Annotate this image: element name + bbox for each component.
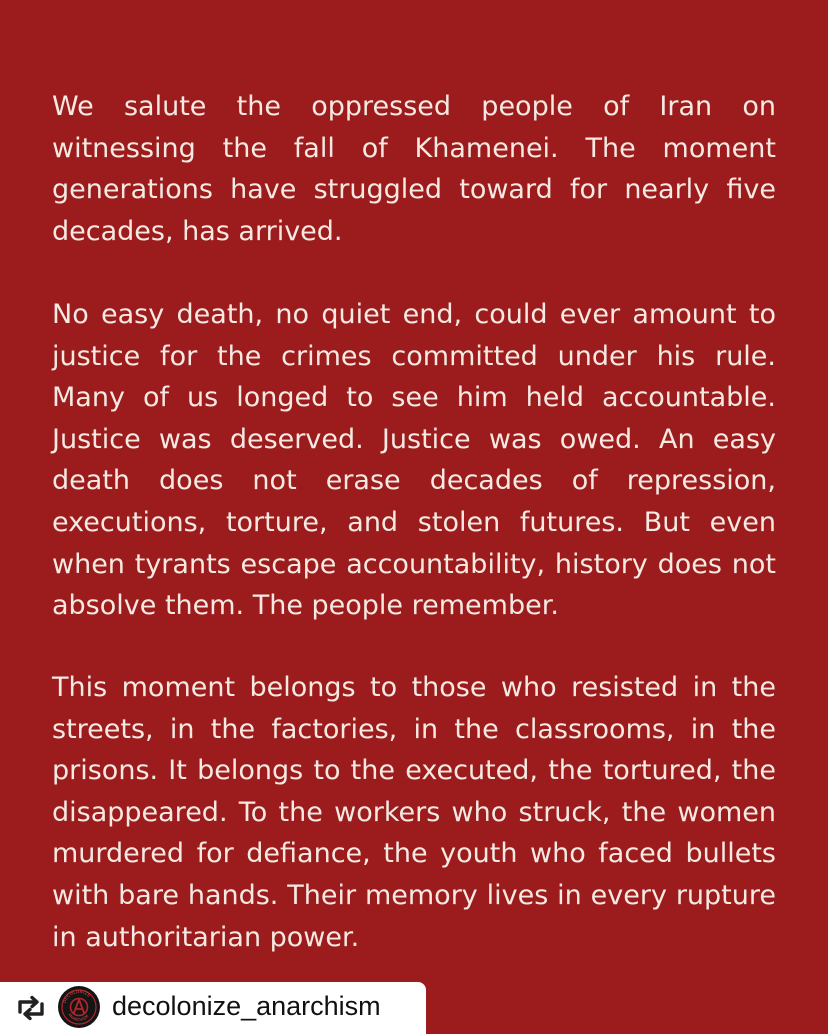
paragraph-3: This moment belongs to those who resisted in the streets, in the factories, in the classrooms, in the prisons. It belongs to the executed, the tortured, the disappeared. To the workers who struck, the women murdered for defiance, the youth who faced bullets with bare hands. Their memory lives in every rupture in authoritarian power. [52, 672, 776, 953]
decolonize-anarchism-logo [58, 986, 100, 1028]
avatar[interactable] [58, 986, 100, 1028]
repost-icon [14, 994, 48, 1022]
repost-attribution-bar[interactable] [0, 982, 426, 1034]
repost-username[interactable]: decolonize_anarchism [112, 991, 381, 1021]
svg-text:ANARCHISM: ANARCHISM [67, 1012, 90, 1023]
svg-text:DECOLONIZE: DECOLONIZE [61, 988, 92, 1004]
paragraph-2: No easy death, no quiet end, could ever amount to justice for the crimes committed under his rule. Many of us longed to see him held accountable. Justice was deserved. Justice was owed. An easy death does not erase decades of repression, executions, torture, and stolen futures. But even when tyrants escape accountability, history does not absolve them. The people remember. [52, 299, 776, 622]
paragraph-1: We salute the oppressed people of Iran on witnessing the fall of Khamenei. The moment generations have struggled toward for nearly five decades, has arrived. [52, 91, 776, 247]
